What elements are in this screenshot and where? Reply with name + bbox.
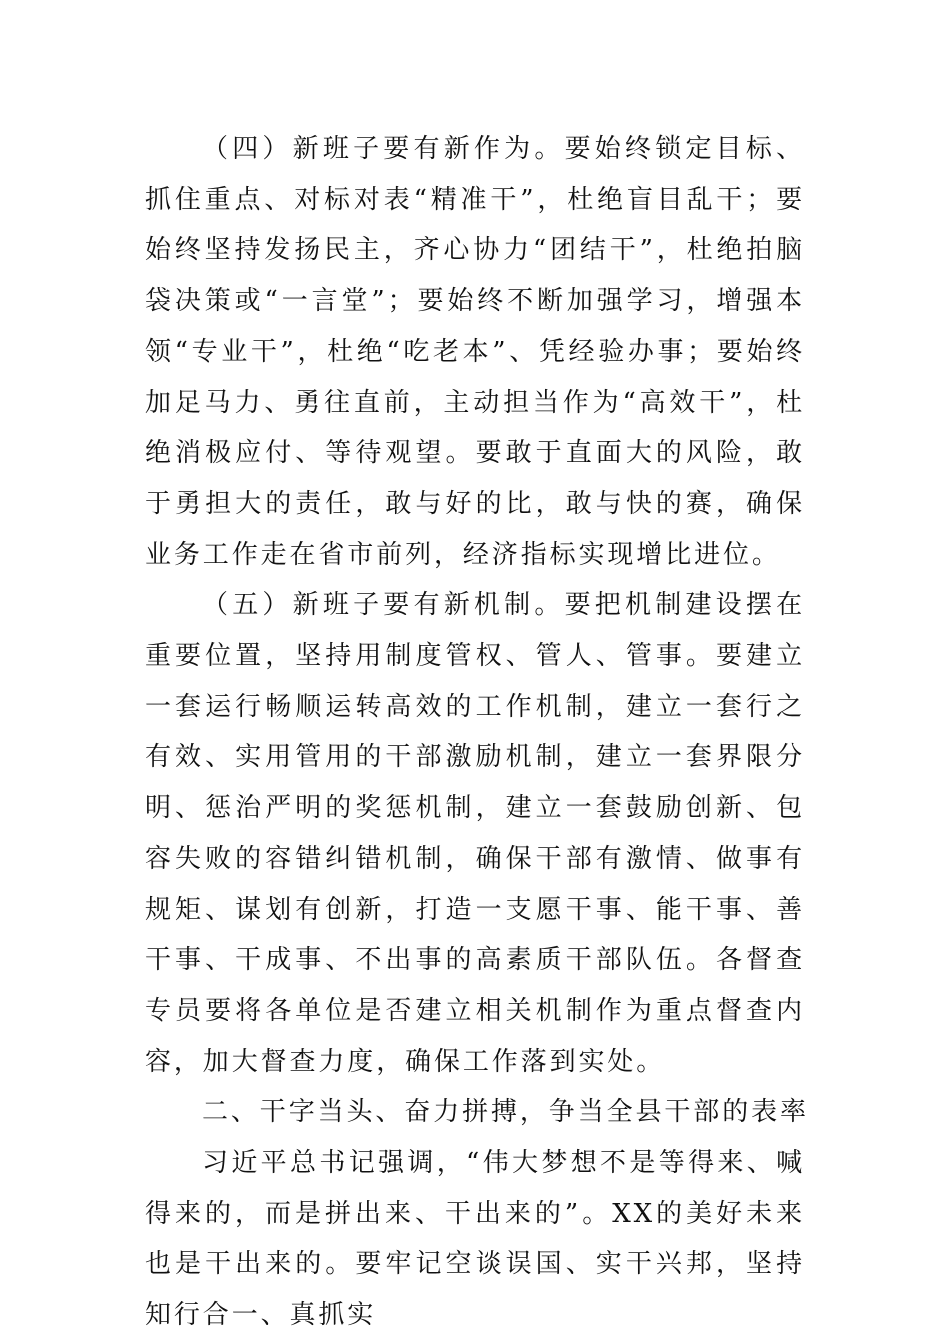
paragraph-new-mechanism: （五）新班子要有新机制。要把机制建设摆在重要位置，坚持用制度管权、管人、管事。要建立一套运行畅顺运转高效的工作机制，建立一套行之有效、实用管用的干部激励机制，建立一套界限分明、惩治严明的奖惩机制，建立一套鼓励创新、包容失败的容错纠错机制，确保干部有激情、做事有规矩、谋划有创新，打造一支愿干事、能干事、善干事、干成事、不出事的高素质干部队伍。各督查专员要将各单位是否建立相关机制作为重点督查内容，加大督查力度，确保工作落到实处。: [145, 590, 805, 1077]
paragraph-closing: 习近平总书记强调，“伟大梦想不是等得来、喊得来的，而是拼出来、干出来的”。XX的美好未来也是干出来的。要牢记空谈误国、实干兴邦，坚持知行合一、真抓实: [145, 1148, 805, 1331]
paragraph-new-achievements: （四）新班子要有新作为。要始终锁定目标、抓住重点、对标对表“精准干”，杜绝盲目乱干；要始终坚持发扬民主，齐心协力“团结干”，杜绝拍脑袋决策或“一言堂”；要始终不断加强学习，增强本领“专业干”，杜绝“吃老本”、凭经验办事；要始终加足马力、勇往直前，主动担当作为“高效干”，杜绝消极应付、等待观望。要敢于直面大的风险，敢于勇担大的责任，敢与好的比，敢与快的赛，确保业务工作走在省市前列，经济指标实现增比进位。: [145, 134, 805, 570]
section-heading: 二、干字当头、奋力拼搏，争当全县干部的表率: [202, 1097, 809, 1128]
document-body: [145, 124, 809, 1341]
